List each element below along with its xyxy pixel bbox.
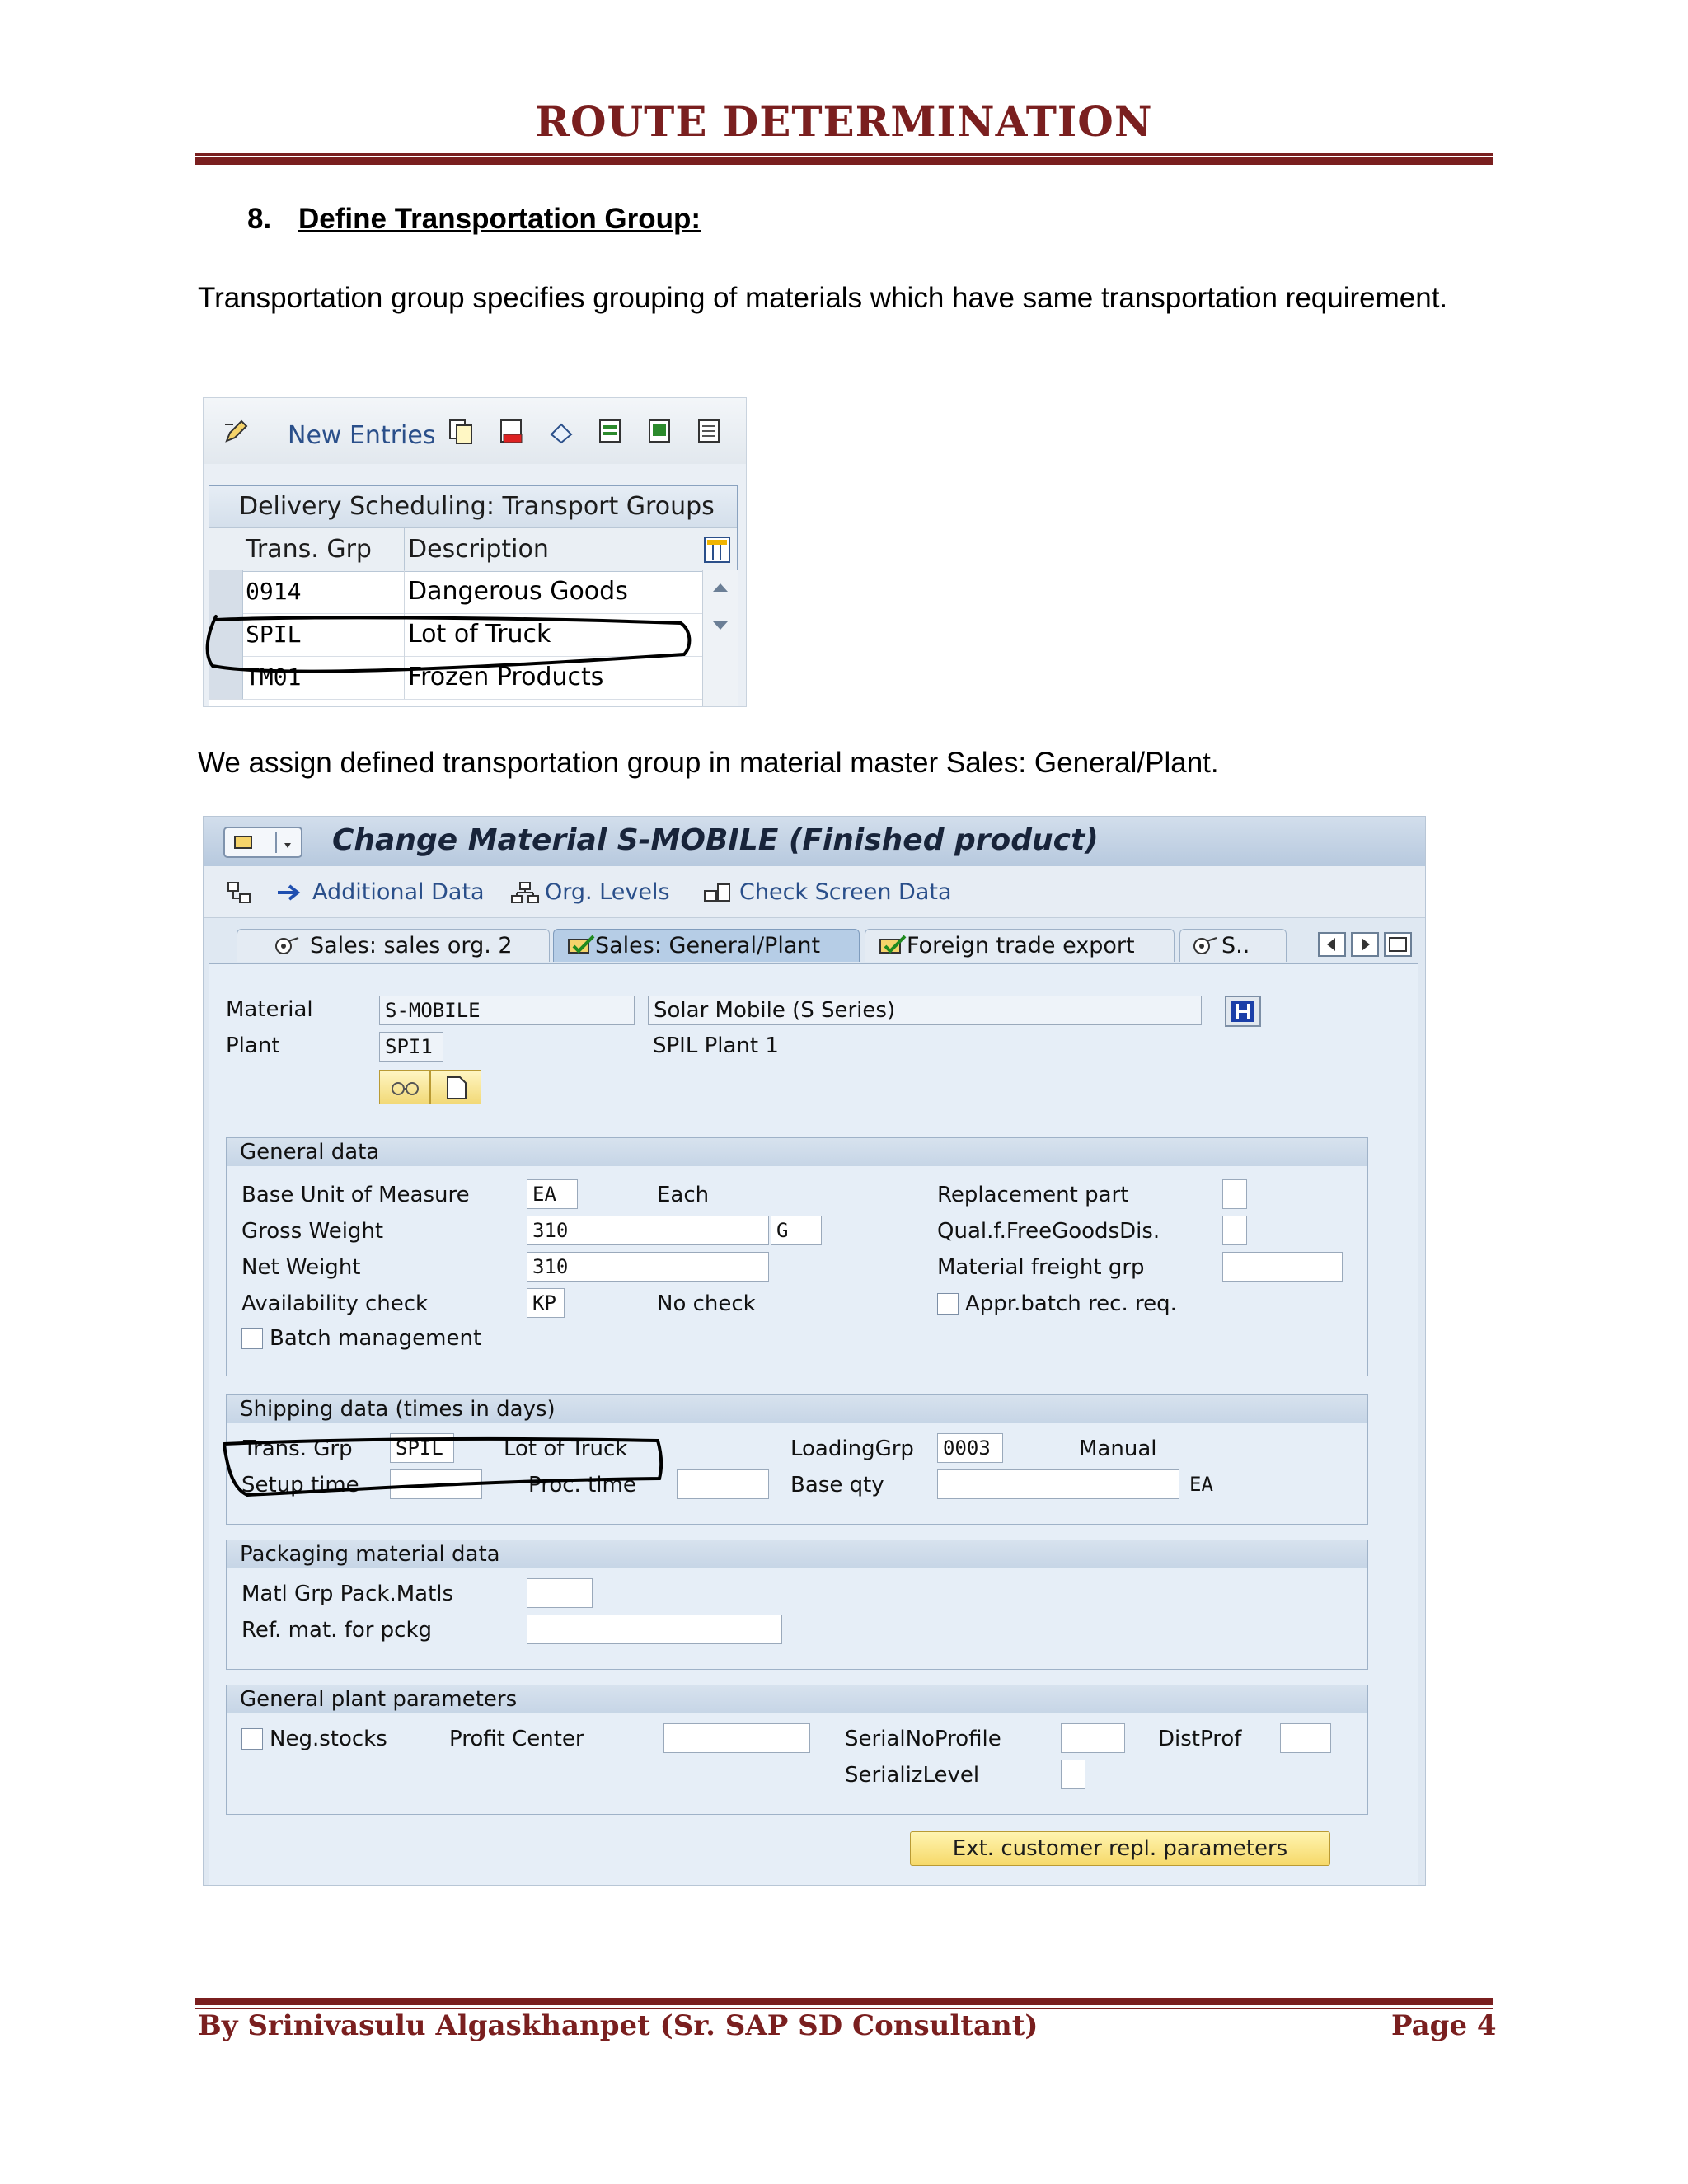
tab-sales-org-2[interactable] — [237, 929, 550, 962]
select-block-icon[interactable] — [647, 418, 673, 446]
org-hierarchy-icon[interactable] — [227, 881, 253, 906]
tab-sales-general-plant[interactable] — [553, 929, 860, 962]
loading-grp-field[interactable]: 0003 — [937, 1433, 1003, 1463]
neg-stocks-label: Neg.stocks — [270, 1727, 387, 1751]
undo-icon[interactable] — [548, 418, 574, 446]
paragraph-transportation-group: Transportation group specifies grouping of materials which have same transportation requirement. — [198, 282, 1448, 314]
loading-grp-label: LoadingGrp — [790, 1436, 914, 1461]
menu-icon[interactable] — [223, 827, 302, 858]
material-freight-grp-label: Material freight grp — [937, 1255, 1145, 1280]
table-settings-icon[interactable] — [704, 537, 730, 563]
plant-parameters-group — [226, 1685, 1368, 1815]
new-document-button[interactable] — [430, 1070, 481, 1104]
copy-icon[interactable] — [448, 418, 474, 446]
shipping-data-title: Shipping data (times in days) — [227, 1395, 1367, 1423]
neg-stocks-checkbox[interactable] — [241, 1728, 263, 1750]
replacement-part-field[interactable] — [1222, 1179, 1247, 1209]
tab-foreign-trade-export[interactable] — [865, 929, 1175, 962]
setup-time-label: Setup time — [241, 1473, 359, 1497]
availability-check-text: No check — [657, 1291, 756, 1316]
tab-label: Sales: General/Plant — [595, 933, 821, 958]
tab-more[interactable] — [1179, 929, 1287, 962]
row-description[interactable]: Dangerous Goods — [404, 570, 628, 613]
trans-grp-field[interactable]: SPIL — [390, 1433, 454, 1463]
delete-icon[interactable] — [499, 418, 525, 446]
section-heading — [247, 203, 701, 236]
row-description[interactable]: Frozen Products — [404, 656, 603, 699]
footer-author: By Srinivasulu Algaskhanpet (Sr. SAP SD Consultant) — [198, 2009, 1039, 2042]
paragraph-assignment: We assign defined transportation group in material master Sales: General/Plant. — [198, 747, 1219, 779]
select-all-icon[interactable] — [598, 418, 624, 446]
replacement-part-label: Replacement part — [937, 1183, 1129, 1207]
footer-rule-thick — [195, 1998, 1493, 2005]
base-qty-label: Base qty — [790, 1473, 884, 1497]
distprof-field[interactable] — [1280, 1723, 1331, 1753]
check-screen-icon — [703, 881, 733, 904]
gross-weight-field[interactable]: 310 — [527, 1216, 769, 1245]
row-trans-grp[interactable]: 0914 — [246, 578, 302, 605]
serial-level-field[interactable] — [1061, 1760, 1085, 1789]
table-row[interactable] — [209, 656, 702, 700]
material-freight-grp-field[interactable] — [1222, 1252, 1343, 1282]
table-row[interactable] — [209, 613, 702, 657]
matl-grp-pack-field[interactable] — [527, 1578, 593, 1608]
toolbar — [204, 398, 746, 464]
tab-check-icon — [879, 935, 908, 956]
serial-level-label: SerializLevel — [845, 1763, 980, 1788]
title-bar — [204, 817, 1425, 866]
weight-unit-field[interactable]: G — [771, 1216, 822, 1245]
base-qty-unit: EA — [1189, 1473, 1213, 1496]
table-scrollbar[interactable] — [702, 570, 738, 707]
document-icon — [446, 1076, 467, 1100]
shipping-data-group — [226, 1394, 1368, 1525]
scroll-down-icon[interactable] — [711, 620, 729, 631]
ref-mat-field[interactable] — [527, 1615, 782, 1644]
distprof-label: DistProf — [1158, 1727, 1242, 1751]
material-description-field[interactable]: Solar Mobile (S Series) — [648, 996, 1202, 1025]
org-levels-icon — [510, 881, 540, 904]
row-description[interactable]: Lot of Truck — [404, 613, 551, 656]
row-selector[interactable] — [209, 613, 243, 656]
row-selector[interactable] — [209, 656, 243, 699]
table-row[interactable] — [209, 570, 702, 614]
column-header-description[interactable]: Description — [404, 528, 549, 571]
trans-grp-text: Lot of Truck — [504, 1436, 628, 1461]
change-material-screen — [203, 816, 1426, 1886]
org-levels-button[interactable]: Org. Levels — [545, 879, 670, 905]
info-icon[interactable] — [1225, 996, 1261, 1027]
plant-field[interactable]: SPI1 — [379, 1032, 443, 1062]
tab-status-icon — [1192, 935, 1221, 956]
tab-scroll-right-icon[interactable] — [1351, 932, 1379, 957]
arrow-right-icon — [276, 883, 304, 902]
transport-groups-screen — [203, 397, 747, 707]
tab-content — [209, 963, 1418, 1886]
application-toolbar — [204, 866, 1425, 918]
batch-management-checkbox[interactable] — [241, 1328, 263, 1349]
base-uom-text: Each — [657, 1183, 710, 1207]
packaging-title: Packaging material data — [227, 1540, 1367, 1568]
new-entries-button[interactable]: New Entries — [288, 421, 436, 450]
footer-page-number: Page 4 — [1391, 2009, 1497, 2042]
header-rule-thick — [195, 157, 1493, 165]
plant-label: Plant — [226, 1033, 280, 1058]
profit-center-label: Profit Center — [449, 1727, 584, 1751]
row-selector[interactable] — [209, 570, 243, 613]
qual-free-goods-field[interactable] — [1222, 1216, 1247, 1245]
tab-label: Foreign trade export — [907, 933, 1135, 958]
plant-description: SPIL Plant 1 — [653, 1033, 779, 1058]
base-uom-label: Base Unit of Measure — [241, 1183, 470, 1207]
document-title: ROUTE DETERMINATION — [535, 97, 1153, 146]
base-qty-field[interactable] — [937, 1469, 1179, 1499]
screen-title: Change Material S-MOBILE (Finished product) — [332, 823, 1099, 857]
proc-time-label: Proc. time — [528, 1473, 636, 1497]
edit-pencil-icon[interactable] — [223, 418, 250, 446]
tab-label: S.. — [1221, 933, 1250, 958]
ext-customer-repl-button[interactable]: Ext. customer repl. parameters — [910, 1831, 1330, 1866]
trans-grp-label: Trans. Grp — [243, 1436, 353, 1461]
tab-label: Sales: sales org. 2 — [310, 933, 513, 958]
additional-data-button[interactable]: Additional Data — [312, 879, 485, 905]
transport-groups-table — [209, 485, 738, 707]
proc-time-field[interactable] — [677, 1469, 769, 1499]
header-rule-thin — [195, 153, 1493, 156]
tab-scroll-left-icon[interactable] — [1318, 932, 1346, 957]
general-data-title: General data — [227, 1138, 1367, 1166]
column-header-trans-grp[interactable]: Trans. Grp — [246, 535, 372, 564]
serial-profile-field[interactable] — [1061, 1723, 1125, 1753]
tab-list-icon[interactable] — [1384, 932, 1412, 957]
serial-profile-label: SerialNoProfile — [845, 1727, 1001, 1751]
availability-check-field[interactable]: KP — [527, 1288, 565, 1318]
section-title: Define Transportation Group: — [298, 203, 701, 235]
deselect-all-icon[interactable] — [696, 418, 723, 446]
gross-weight-label: Gross Weight — [241, 1219, 384, 1244]
ref-mat-label: Ref. mat. for pckg — [241, 1618, 433, 1643]
table-title: Delivery Scheduling: Transport Groups — [209, 486, 737, 527]
check-screen-data-button[interactable]: Check Screen Data — [739, 879, 952, 905]
plant-parameters-title: General plant parameters — [227, 1685, 1367, 1713]
qual-free-goods-label: Qual.f.FreeGoodsDis. — [937, 1219, 1160, 1244]
material-label: Material — [226, 997, 313, 1022]
loading-grp-text: Manual — [1079, 1436, 1157, 1461]
matl-grp-pack-label: Matl Grp Pack.Matls — [241, 1582, 454, 1606]
base-uom-field[interactable]: EA — [527, 1179, 578, 1209]
scroll-up-icon[interactable] — [711, 582, 729, 593]
setup-time-field[interactable] — [390, 1469, 482, 1499]
net-weight-field[interactable]: 310 — [527, 1252, 769, 1282]
table-header — [209, 527, 737, 572]
profit-center-field[interactable] — [663, 1723, 810, 1753]
net-weight-label: Net Weight — [241, 1255, 361, 1280]
general-data-group — [226, 1137, 1368, 1376]
availability-check-label: Availability check — [241, 1291, 429, 1316]
batch-management-label: Batch management — [270, 1326, 482, 1351]
glasses-icon — [390, 1077, 421, 1097]
material-field[interactable]: S-MOBILE — [379, 996, 635, 1025]
tab-status-icon — [274, 935, 303, 956]
org-levels-switch-button[interactable] — [379, 1070, 430, 1104]
appr-batch-label: Appr.batch rec. req. — [965, 1291, 1177, 1316]
tab-check-icon — [567, 935, 597, 956]
packaging-group — [226, 1540, 1368, 1670]
appr-batch-checkbox[interactable] — [937, 1293, 959, 1315]
row-trans-grp[interactable]: TM01 — [246, 663, 302, 691]
section-number: 8. — [247, 203, 272, 235]
tab-strip — [204, 924, 1425, 963]
row-trans-grp[interactable]: SPIL — [246, 621, 302, 648]
